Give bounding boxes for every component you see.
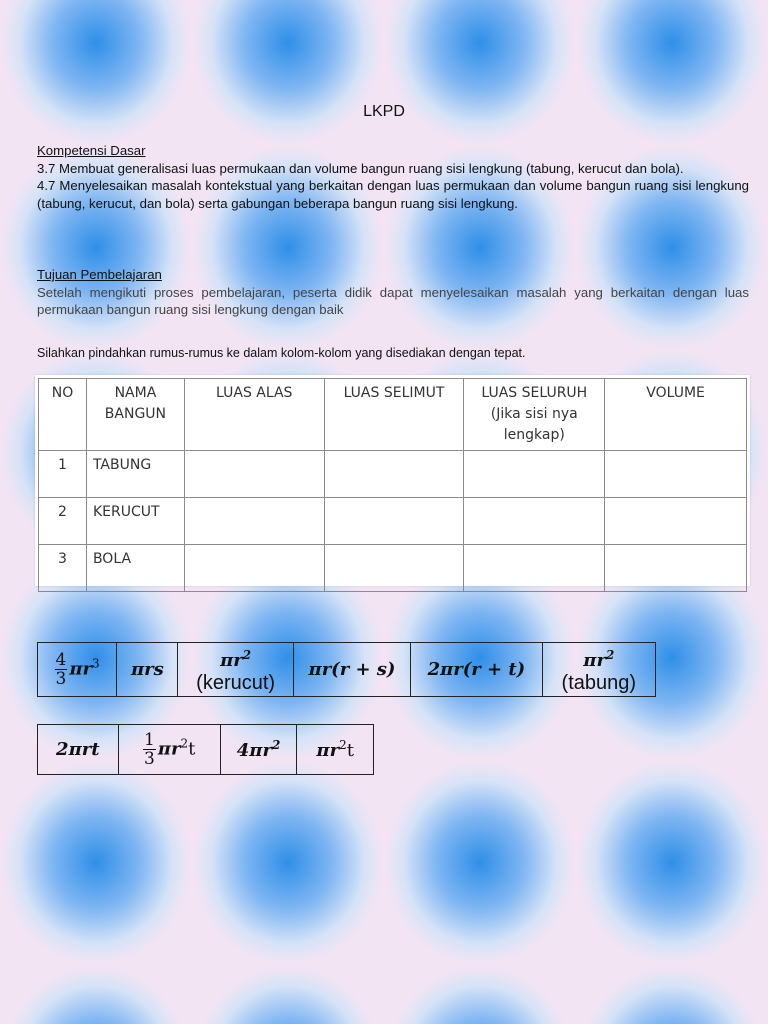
kompetensi-dasar-item-2: 4.7 Menyelesaikan masalah kontekstual yang berkaitan dengan luas permukaan dan volume bangun ruang sisi lengkung (tabung, kerucut, dan bola) serta gabungan beberapa bangun ruang sisi lengkung. [37, 178, 749, 211]
drop-cell[interactable] [464, 498, 605, 545]
drop-cell[interactable] [184, 498, 324, 545]
drop-cell[interactable] [184, 451, 324, 498]
header-volume: VOLUME [605, 379, 747, 451]
drop-cell[interactable] [324, 545, 464, 592]
drop-cell[interactable] [184, 545, 324, 592]
drop-cell[interactable] [464, 545, 605, 592]
header-no: NO [39, 379, 87, 451]
header-luas-selimut: LUAS SELIMUT [324, 379, 464, 451]
instruction-text: Silahkan pindahkan rumus-rumus ke dalam kolom-kolom yang disediakan dengan tepat. [37, 346, 526, 360]
row-no: 3 [39, 545, 87, 592]
tujuan-pembelajaran-heading: Tujuan Pembelajaran [37, 267, 162, 282]
drop-cell[interactable] [605, 545, 747, 592]
page-title: LKPD [363, 103, 405, 120]
table-header-row [39, 379, 747, 451]
drop-cell[interactable] [324, 498, 464, 545]
kompetensi-dasar-item-1: 3.7 Membuat generalisasi luas permukaan dan volume bangun ruang sisi lengkung (tabung, kerucut dan bola). [37, 160, 684, 176]
header-luas-seluruh: LUAS SELURUH (Jika sisi nya lengkap) [464, 379, 605, 451]
drop-cell[interactable] [324, 451, 464, 498]
answer-table [38, 378, 747, 592]
formula-chip-pi-r-squared-kerucut[interactable]: $\pi r^2$ (kerucut) [178, 643, 293, 697]
formula-bank-row-2 [37, 724, 374, 775]
formula-chip-pi-r-r-plus-s[interactable]: πr(r + s) [293, 643, 410, 697]
formula-chip-one-third-pi-r-squared-t[interactable]: $\frac{1}{3}$ $\pi r^2t$ [118, 725, 220, 775]
formula-chip-2-pi-r-t[interactable]: 2πrt [38, 725, 119, 775]
formula-chip-pi-r-s[interactable]: πrs [117, 643, 178, 697]
row-no: 2 [39, 498, 87, 545]
drop-cell[interactable] [605, 498, 747, 545]
header-luas-alas: LUAS ALAS [184, 379, 324, 451]
formula-chip-pi-r-squared-tabung[interactable]: $\pi r^2$ (tabung) [542, 643, 655, 697]
formula-chip-four-thirds-pi-r-cubed[interactable]: $\frac{4}{3}$ $\pi r^3$ [38, 643, 117, 697]
formula-chip-2-pi-r-r-plus-t[interactable]: 2πr(r + t) [411, 643, 542, 697]
kompetensi-dasar-heading: Kompetensi Dasar [37, 143, 146, 158]
answer-table-image [35, 375, 750, 586]
formula-chip-pi-r-squared-t[interactable]: $\pi r^2t$ [297, 725, 374, 775]
formula-bank-row-1 [37, 642, 656, 697]
header-nama-bangun: NAMA BANGUN [86, 379, 184, 451]
row-name: KERUCUT [86, 498, 184, 545]
drop-cell[interactable] [605, 451, 747, 498]
tujuan-pembelajaran-section [37, 266, 749, 319]
row-name: TABUNG [86, 451, 184, 498]
kompetensi-dasar-section [37, 142, 749, 212]
row-no: 1 [39, 451, 87, 498]
tujuan-pembelajaran-text: Setelah mengikuti proses pembelajaran, peserta didik dapat menyelesaikan masalah yang berkaitan dengan luas permukaan bangun ruang sisi lengkung dengan baik [37, 284, 749, 318]
table-row [39, 545, 747, 592]
drop-cell[interactable] [464, 451, 605, 498]
row-name: BOLA [86, 545, 184, 592]
formula-chip-4-pi-r-squared[interactable]: $4\pi r^2$ [220, 725, 297, 775]
table-row [39, 451, 747, 498]
table-row [39, 498, 747, 545]
